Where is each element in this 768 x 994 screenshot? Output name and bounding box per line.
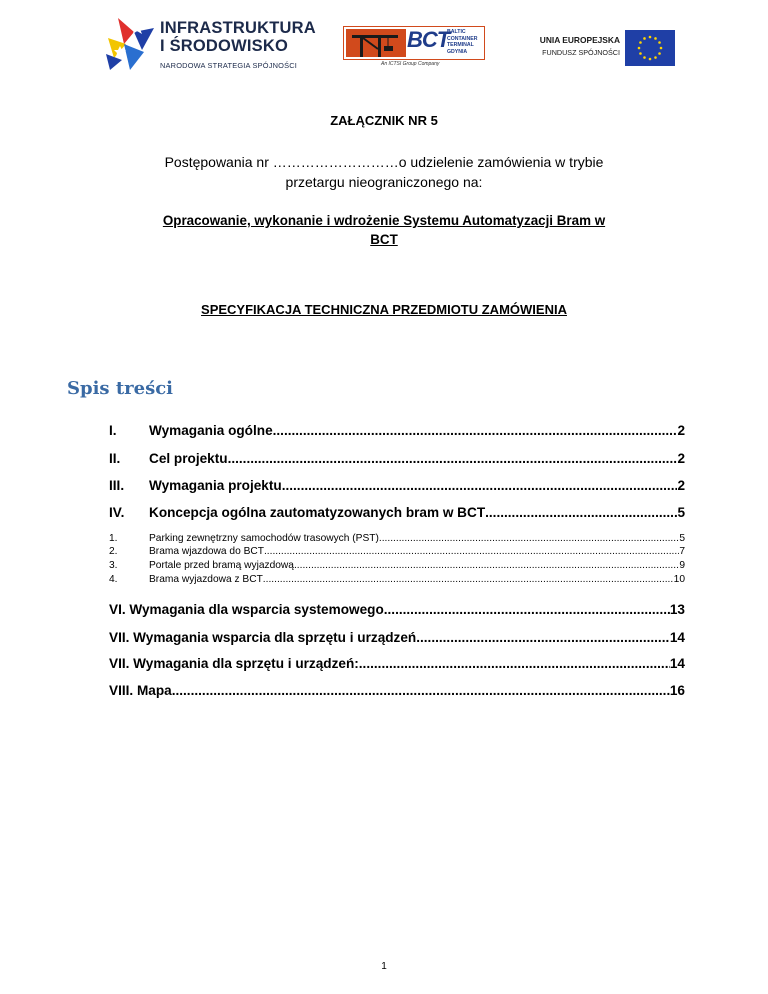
toc-subentry-number: 3. bbox=[109, 560, 118, 571]
toc-entry[interactable] bbox=[109, 505, 685, 520]
toc-entry-title: Wymagania projektu bbox=[149, 478, 282, 493]
eu-star-icon bbox=[639, 41, 642, 44]
procedure-line: Postępowania nr ………………………o udzielenie zamówienia w trybie bbox=[164, 154, 604, 170]
procedure-line: przetargu nieograniczonego na: bbox=[285, 174, 483, 190]
page-number: 1 bbox=[381, 961, 387, 972]
toc-entry-page: 2 bbox=[677, 423, 685, 438]
eu-star-icon bbox=[649, 58, 652, 61]
eu-star-icon bbox=[643, 37, 646, 40]
eu-star-icon bbox=[649, 36, 652, 39]
logo-ois-line2: I ŚRODOWISKO bbox=[160, 37, 288, 55]
eu-star-icon bbox=[639, 52, 642, 55]
toc-entry-title: Koncepcja ogólna zautomatyzowanych bram w BCT bbox=[149, 505, 486, 520]
toc-entry[interactable] bbox=[109, 630, 685, 645]
toc-leader bbox=[273, 423, 678, 438]
toc-entry[interactable] bbox=[109, 602, 685, 617]
eu-star-icon bbox=[643, 56, 646, 59]
toc-leader bbox=[384, 602, 670, 617]
bct-name-block bbox=[447, 29, 477, 55]
toc-subentry-page: 7 bbox=[679, 546, 685, 557]
toc-leader bbox=[379, 533, 679, 544]
logo-ois-line1: INFRASTRUKTURA bbox=[160, 19, 316, 37]
toc-leader bbox=[228, 451, 678, 466]
toc-entry-title: VII. Wymagania dla sprzętu i urządzeń: bbox=[109, 656, 359, 671]
toc-leader bbox=[359, 656, 670, 671]
toc-leader bbox=[282, 478, 678, 493]
toc-subentry[interactable] bbox=[109, 574, 685, 585]
toc-entry[interactable] bbox=[109, 451, 685, 466]
eu-star-icon bbox=[638, 47, 641, 50]
eu-flag-icon bbox=[625, 30, 675, 66]
toc-entry[interactable] bbox=[109, 478, 685, 493]
toc-entry-number: I. bbox=[109, 423, 117, 438]
toc-entry-page: 2 bbox=[677, 478, 685, 493]
toc-subentry-title: Brama wjazdowa do BCT bbox=[149, 546, 264, 557]
toc-subentry[interactable] bbox=[109, 546, 685, 557]
subject-title bbox=[0, 211, 768, 249]
toc-entry-title: VIII. Mapa bbox=[109, 683, 172, 698]
bct-frame bbox=[343, 26, 485, 60]
toc-entry-page: 5 bbox=[677, 505, 685, 520]
toc-entry-number: III. bbox=[109, 478, 125, 493]
bct-line: TERMINAL bbox=[447, 42, 474, 49]
toc-entry-number: IV. bbox=[109, 505, 125, 520]
eu-star-icon bbox=[658, 41, 661, 44]
eu-star-icon bbox=[654, 56, 657, 59]
ue-line1: UNIA EUROPEJSKA bbox=[539, 35, 620, 45]
toc-entry-page: 2 bbox=[677, 451, 685, 466]
eu-star-icon bbox=[660, 47, 663, 50]
toc-subentry-number: 4. bbox=[109, 574, 118, 585]
toc-entry-title: VII. Wymagania wsparcia dla sprzętu i urządzeń bbox=[109, 630, 417, 645]
toc-leader bbox=[294, 560, 679, 571]
toc-entry[interactable] bbox=[109, 423, 685, 438]
toc-subentry[interactable] bbox=[109, 533, 685, 544]
toc-subentry-page: 10 bbox=[673, 574, 685, 585]
toc-subentry-page: 5 bbox=[679, 533, 685, 544]
bct-tagline: An ICTSI Group Company bbox=[381, 61, 440, 67]
toc-subentry-title: Parking zewnętrzny samochodów trasowych (PST) bbox=[149, 533, 379, 544]
toc-subentry-title: Brama wyjazdowa z BCT bbox=[149, 574, 263, 585]
toc-subentry-page: 9 bbox=[679, 560, 685, 571]
toc-heading: Spis treści bbox=[67, 378, 174, 399]
bct-line: BALTIC bbox=[447, 29, 466, 35]
toc-entry-title: Cel projektu bbox=[149, 451, 228, 466]
toc-entry-page: 14 bbox=[669, 656, 685, 671]
toc-leader bbox=[263, 574, 674, 585]
toc-leader bbox=[264, 546, 679, 557]
toc-leader bbox=[416, 630, 670, 645]
toc-entry[interactable] bbox=[109, 683, 685, 698]
toc-leader bbox=[172, 683, 670, 698]
bct-wordmark: BCT bbox=[407, 27, 450, 52]
logo-infrastruktura-i-srodowisko bbox=[104, 16, 324, 80]
stars-emblem-icon bbox=[104, 16, 156, 72]
subject-line: Opracowanie, wykonanie i wdrożenie Systemu Automatyzacji Bram w bbox=[162, 213, 606, 228]
logo-ois-subtitle: NARODOWA STRATEGIA SPÓJNOŚCI bbox=[160, 61, 298, 70]
ue-line2: FUNDUSZ SPÓJNOŚCI bbox=[542, 48, 620, 57]
toc-entry-number: II. bbox=[109, 451, 121, 466]
eu-star-icon bbox=[658, 52, 661, 55]
toc-subentry-number: 2. bbox=[109, 546, 118, 557]
toc-subentry[interactable] bbox=[109, 560, 685, 571]
crane-icon bbox=[346, 29, 406, 57]
toc-entry-title: Wymagania ogólne bbox=[149, 423, 273, 438]
procedure-text bbox=[0, 152, 768, 192]
toc-subentry-title: Portale przed bramą wyjazdową bbox=[149, 560, 294, 571]
specification-title: SPECYFIKACJA TECHNICZNA PRZEDMIOTU ZAMÓWIENIA bbox=[201, 302, 567, 317]
toc-entry[interactable] bbox=[109, 656, 685, 671]
bct-line: CONTAINER bbox=[447, 35, 478, 42]
toc-entry-title: VI. Wymagania dla wsparcia systemowego bbox=[109, 602, 384, 617]
logo-bct bbox=[343, 26, 485, 72]
toc-subentry-number: 1. bbox=[109, 533, 118, 544]
bct-line: GDYNIA bbox=[447, 48, 468, 55]
toc-entry-page: 14 bbox=[669, 630, 685, 645]
toc-entry-page: 13 bbox=[669, 602, 685, 617]
toc-entry-page: 16 bbox=[669, 683, 685, 698]
eu-star-icon bbox=[654, 37, 657, 40]
subject-line: BCT bbox=[370, 232, 398, 247]
toc-leader bbox=[485, 505, 677, 520]
annex-title: ZAŁĄCZNIK NR 5 bbox=[330, 113, 438, 128]
logo-unia-europejska bbox=[516, 30, 676, 70]
